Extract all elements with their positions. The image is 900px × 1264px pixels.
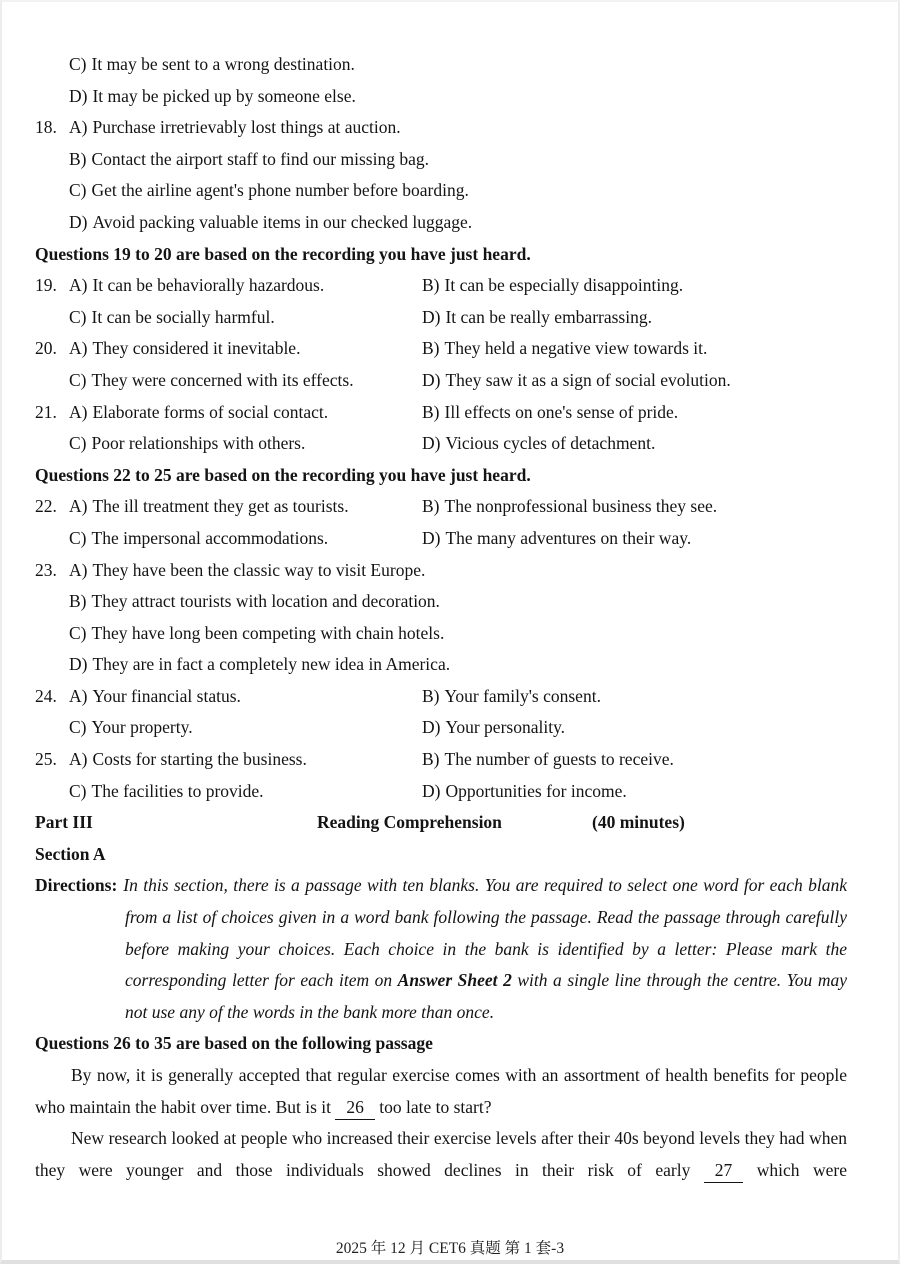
option-letter: C) <box>69 433 87 454</box>
answer-option <box>69 144 847 176</box>
directions-segment: In this section, there is a passage with ten blanks. You are required to select one word for each blank from a list of choices given in a word bank following the passage. Read the passage through carefully before making your choices. Each choice in the bank is identified by a letter: Please mark the corresponding letter for each item on <box>123 875 847 991</box>
question-row <box>35 270 847 302</box>
answer-option <box>422 365 847 397</box>
question-row <box>35 49 847 81</box>
passage-paragraph <box>35 1123 847 1186</box>
answer-option <box>69 776 422 808</box>
option-letter: B) <box>422 275 440 296</box>
answer-option <box>422 333 847 365</box>
question-number <box>35 428 69 460</box>
question-number <box>35 523 69 555</box>
answer-option <box>422 712 847 744</box>
option-letter: D) <box>422 433 441 454</box>
question-row <box>35 555 847 587</box>
option-text: Elaborate forms of social contact. <box>92 401 329 422</box>
option-letter: D) <box>69 211 88 232</box>
question-number <box>35 81 69 113</box>
option-letter: B) <box>422 749 440 770</box>
page-footer: 2025 年 12 月 CET6 真题 第 1 套-3 <box>335 1240 565 1257</box>
option-letter: C) <box>69 622 87 643</box>
option-text: Contact the airport staff to find our missing bag. <box>91 148 429 169</box>
option-text: Costs for starting the business. <box>92 749 307 770</box>
passage-heading: Questions 26 to 35 are based on the following passage <box>35 1033 433 1054</box>
questions-range-heading: Questions 22 to 25 are based on the recording you have just heard. <box>35 464 531 485</box>
option-text: Avoid packing valuable items in our checked luggage. <box>92 211 473 232</box>
option-text: Vicious cycles of detachment. <box>445 433 656 454</box>
option-letter: A) <box>69 275 88 296</box>
answer-option <box>69 681 422 713</box>
option-letter: D) <box>422 780 441 801</box>
question-number <box>35 207 69 239</box>
answer-option <box>69 586 847 618</box>
answer-option <box>422 491 847 523</box>
question-number: 24. <box>35 685 57 706</box>
answer-option <box>69 491 422 523</box>
answer-option <box>422 302 847 334</box>
option-letter: D) <box>422 306 441 327</box>
question-row <box>35 491 847 523</box>
option-letter: C) <box>69 780 87 801</box>
question-row <box>35 333 847 365</box>
answer-option <box>422 744 847 776</box>
option-letter: B) <box>422 685 440 706</box>
passage-text: which were <box>743 1159 847 1180</box>
option-letter: C) <box>69 369 87 390</box>
option-text: It can be socially harmful. <box>91 306 275 327</box>
answer-option <box>69 397 422 429</box>
option-text: It may be sent to a wrong destination. <box>91 54 355 74</box>
directions-segment: with a single line through the centre. You may not use any of the words in the bank more than once. <box>125 970 847 1022</box>
option-text: Your personality. <box>445 717 566 738</box>
answer-option <box>422 270 847 302</box>
question-row <box>35 207 847 239</box>
passage-text: By now, it is generally accepted that regular exercise comes with an assortment of health benefits for people who maintain the habit over time. But is it <box>35 1065 847 1117</box>
option-text: They are in fact a completely new idea in America. <box>92 654 451 675</box>
part-time: (40 minutes) <box>592 812 685 833</box>
answer-option <box>69 649 847 681</box>
option-letter: B) <box>69 148 87 169</box>
directions-emphasis: Answer Sheet 2 <box>397 970 512 991</box>
question-number: 23. <box>35 559 57 580</box>
answer-option <box>422 681 847 713</box>
answer-option <box>69 81 847 113</box>
option-text: Purchase irretrievably lost things at auction. <box>92 117 401 138</box>
option-text: Poor relationships with others. <box>91 433 306 454</box>
question-row <box>35 397 847 429</box>
question-number <box>35 365 69 397</box>
option-text: Your family's consent. <box>444 685 601 706</box>
part-title: Reading Comprehension <box>317 812 502 833</box>
part-heading-row <box>35 807 847 839</box>
option-letter: B) <box>422 338 440 359</box>
option-letter: C) <box>69 54 87 74</box>
question-number <box>35 144 69 176</box>
option-letter: D) <box>69 654 88 675</box>
question-row <box>35 112 847 144</box>
listening-questions <box>35 49 847 807</box>
answer-option <box>69 428 422 460</box>
question-row <box>35 365 847 397</box>
option-letter: D) <box>422 369 441 390</box>
option-text: Opportunities for income. <box>445 780 627 801</box>
question-number <box>35 175 69 207</box>
option-text: They held a negative view towards it. <box>444 338 708 359</box>
option-text: The many adventures on their way. <box>445 527 692 548</box>
question-number <box>35 586 69 618</box>
answer-option <box>69 175 847 207</box>
option-letter: A) <box>69 559 88 580</box>
option-text: They have long been competing with chain hotels. <box>91 622 445 643</box>
answer-option <box>69 49 847 81</box>
option-letter: D) <box>422 717 441 738</box>
option-letter: A) <box>69 685 88 706</box>
answer-option <box>69 112 847 144</box>
section-heading: Section A <box>35 843 106 864</box>
answer-option <box>69 555 847 587</box>
option-letter: D) <box>422 527 441 548</box>
option-letter: C) <box>69 527 87 548</box>
question-number: 18. <box>35 117 57 138</box>
passage-text: too late to start? <box>374 1096 492 1117</box>
option-text: The impersonal accommodations. <box>91 527 329 548</box>
answer-option <box>422 523 847 555</box>
answer-option <box>69 712 422 744</box>
option-text: It may be picked up by someone else. <box>92 85 356 106</box>
fill-in-blank: 27 <box>704 1158 744 1183</box>
question-row <box>35 776 847 808</box>
question-row <box>35 144 847 176</box>
option-text: It can be really embarrassing. <box>445 306 652 327</box>
question-row <box>35 586 847 618</box>
option-text: They attract tourists with location and decoration. <box>91 591 440 612</box>
answer-option <box>69 270 422 302</box>
question-row <box>35 712 847 744</box>
directions-label: Directions: <box>35 875 118 896</box>
option-text: Your financial status. <box>92 685 241 706</box>
question-number <box>35 302 69 334</box>
option-letter: A) <box>69 401 88 422</box>
question-number <box>35 712 69 744</box>
question-row <box>35 81 847 113</box>
directions-block <box>35 870 847 1028</box>
answer-option <box>422 776 847 808</box>
option-text: It can be especially disappointing. <box>444 275 684 296</box>
option-text: The number of guests to receive. <box>444 749 674 770</box>
question-row <box>35 175 847 207</box>
option-letter: C) <box>69 180 87 201</box>
option-letter: C) <box>69 306 87 327</box>
option-letter: A) <box>69 496 88 517</box>
question-number: 20. <box>35 338 57 359</box>
question-number: 19. <box>35 275 57 296</box>
part-label: Part III <box>35 812 93 833</box>
question-number <box>35 649 69 681</box>
answer-option <box>69 365 422 397</box>
questions-range-heading: Questions 19 to 20 are based on the recording you have just heard. <box>35 243 531 264</box>
option-text: They were concerned with its effects. <box>91 369 354 390</box>
answer-option <box>69 523 422 555</box>
passage-paragraph <box>35 1060 847 1123</box>
option-letter: C) <box>69 717 87 738</box>
option-text: They considered it inevitable. <box>92 338 301 359</box>
question-number <box>35 618 69 650</box>
answer-option <box>422 397 847 429</box>
page-content <box>35 49 847 1186</box>
option-text: The ill treatment they get as tourists. <box>92 496 349 517</box>
option-text: They have been the classic way to visit Europe. <box>92 559 426 580</box>
option-text: Ill effects on one's sense of pride. <box>444 401 679 422</box>
question-number: 22. <box>35 496 57 517</box>
answer-option <box>69 207 847 239</box>
option-text: The nonprofessional business they see. <box>444 496 718 517</box>
option-text: Your property. <box>91 717 193 738</box>
question-row <box>35 649 847 681</box>
question-row <box>35 618 847 650</box>
option-text: Get the airline agent's phone number before boarding. <box>91 180 469 201</box>
question-row <box>35 744 847 776</box>
option-letter: A) <box>69 749 88 770</box>
option-text: It can be behaviorally hazardous. <box>92 275 325 296</box>
question-number: 25. <box>35 749 57 770</box>
question-number <box>35 49 69 81</box>
question-number: 21. <box>35 401 57 422</box>
answer-option <box>422 428 847 460</box>
answer-option <box>69 744 422 776</box>
option-letter: D) <box>69 85 88 106</box>
answer-option <box>69 302 422 334</box>
directions-text <box>123 875 847 1021</box>
passage-text: New research looked at people who increased their exercise levels after their 40s beyond levels they had when they were younger and those individuals showed declines in their risk of early <box>35 1128 847 1180</box>
passage-body <box>35 1060 847 1186</box>
question-row <box>35 428 847 460</box>
question-row <box>35 523 847 555</box>
question-row <box>35 681 847 713</box>
option-text: The facilities to provide. <box>91 780 264 801</box>
option-letter: B) <box>69 591 87 612</box>
option-letter: A) <box>69 338 88 359</box>
option-letter: B) <box>422 496 440 517</box>
option-letter: A) <box>69 117 88 138</box>
fill-in-blank: 26 <box>335 1095 375 1120</box>
question-row <box>35 302 847 334</box>
option-text: They saw it as a sign of social evolution. <box>445 369 731 390</box>
option-letter: B) <box>422 401 440 422</box>
answer-option <box>69 333 422 365</box>
question-number <box>35 776 69 808</box>
answer-option <box>69 618 847 650</box>
